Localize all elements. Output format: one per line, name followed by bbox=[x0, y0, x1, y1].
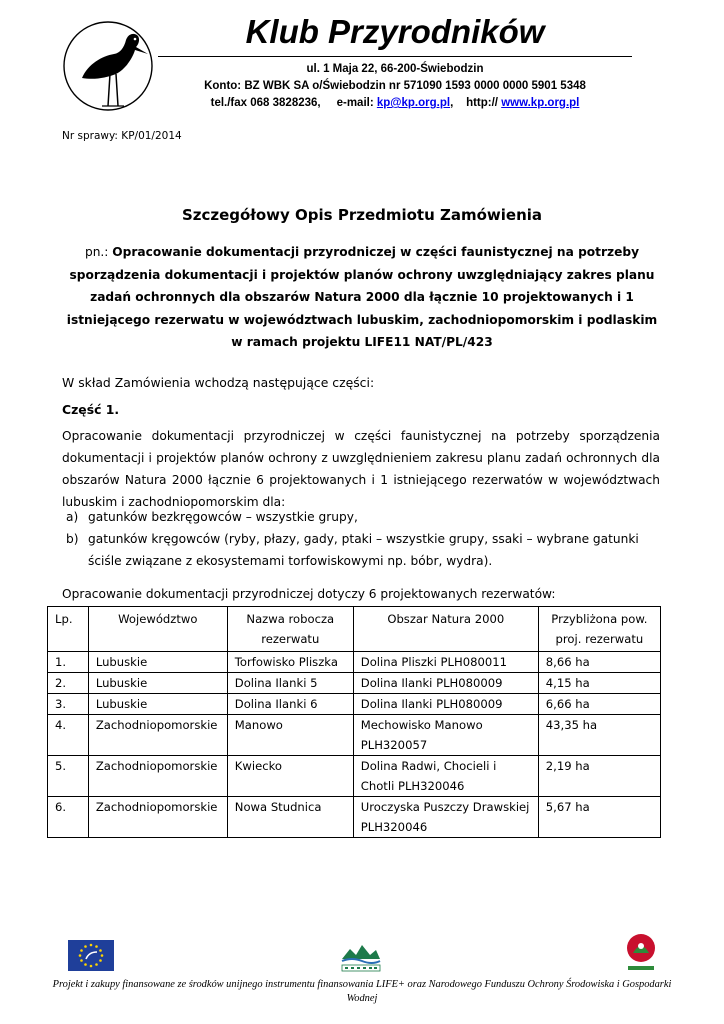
subject bbox=[62, 241, 662, 354]
table-row bbox=[48, 673, 661, 694]
header-obszar: Obszar Natura 2000 bbox=[353, 607, 538, 652]
cell-wojewodztwo: Lubuskie bbox=[88, 673, 227, 694]
table-row bbox=[48, 715, 661, 756]
bank-account: Konto: BZ WBK SA o/Świebodzin nr 571090 1593 0000 0000 5901 5348 bbox=[204, 80, 586, 92]
cell-obszar: Dolina Radwi, Chocieli i Chotli PLH320046 bbox=[353, 756, 538, 797]
email-link[interactable]: kp@kp.org.pl bbox=[376, 97, 451, 109]
club-address: ul. 1 Maja 22, 66-200-Świebodzin bbox=[306, 63, 484, 75]
nfosigw-logo bbox=[624, 933, 658, 973]
table-caption: Opracowanie dokumentacji przyrodniczej dotyczy 6 projektowanych rezerwatów: bbox=[62, 587, 556, 601]
cell-lp: 3. bbox=[48, 694, 89, 715]
cell-wojewodztwo: Lubuskie bbox=[88, 652, 227, 673]
header-divider bbox=[158, 56, 632, 57]
club-stork-logo bbox=[62, 20, 154, 112]
case-number: Nr sprawy: KP/01/2014 bbox=[62, 130, 182, 142]
cell-obszar: Dolina Pliszki PLH080011 bbox=[353, 652, 538, 673]
cell-powierzchnia: 6,66 ha bbox=[538, 694, 660, 715]
contact-line: tel./fax 068 3828236, e-mail: kp@kp.org.pl, http:// www.kp.org.pl bbox=[210, 97, 580, 109]
cell-lp: 1. bbox=[48, 652, 89, 673]
club-name: Klub Przyrodników bbox=[245, 13, 545, 50]
cell-nazwa: Torfowisko Pliszka bbox=[227, 652, 353, 673]
cell-obszar: Mechowisko Manowo PLH320057 bbox=[353, 715, 538, 756]
natura-2000-logo bbox=[340, 937, 382, 973]
subject-prefix: pn.: bbox=[84, 245, 113, 259]
eu-life-logo bbox=[68, 940, 114, 971]
cell-lp: 6. bbox=[48, 797, 89, 838]
list-marker: b) bbox=[66, 532, 79, 546]
header-nazwa: Nazwa robocza rezerwatu bbox=[227, 607, 353, 652]
website-link[interactable]: www.kp.org.pl bbox=[501, 97, 580, 109]
cell-powierzchnia: 2,19 ha bbox=[538, 756, 660, 797]
part-description: Opracowanie dokumentacji przyrodniczej w części faunistycznej na potrzeby sporządzenia dokumentacji i projektów planów ochrony z uwzględnieniem zakresu planu zadań ochronnych dla obszarów Natura 2000 łącznie 6 projektowanych i 1 istniejącego rezerwatów w województwach lubuskim i zachodniopomorskim dla: bbox=[62, 429, 660, 509]
email-label: e-mail: bbox=[336, 97, 374, 109]
header-wojewodztwo: Województwo bbox=[88, 607, 227, 652]
cell-wojewodztwo: Zachodniopomorskie bbox=[88, 715, 227, 756]
cell-nazwa: Manowo bbox=[227, 715, 353, 756]
cell-powierzchnia: 8,66 ha bbox=[538, 652, 660, 673]
table-row bbox=[48, 756, 661, 797]
part-title: Część 1. bbox=[62, 402, 120, 417]
header-lp: Lp. bbox=[48, 607, 89, 652]
table-row bbox=[48, 694, 661, 715]
list-item: gatunków kręgowców (ryby, płazy, gady, ptaki – wszystkie grupy, ssaki – wybrane gatunki ściśle związane z ekosystemami torfowiskowymi np. bóbr, wydra). bbox=[88, 532, 639, 568]
intro-text: W skład Zamówienia wchodzą następujące części: bbox=[62, 375, 375, 390]
www-label: http:// bbox=[466, 97, 498, 109]
cell-obszar: Uroczyska Puszczy Drawskiej PLH320046 bbox=[353, 797, 538, 838]
cell-obszar: Dolina Ilanki PLH080009 bbox=[353, 694, 538, 715]
cell-lp: 5. bbox=[48, 756, 89, 797]
cell-obszar: Dolina Ilanki PLH080009 bbox=[353, 673, 538, 694]
list-marker: a) bbox=[66, 510, 79, 524]
cell-wojewodztwo: Zachodniopomorskie bbox=[88, 797, 227, 838]
reserves-table bbox=[47, 606, 661, 838]
footer-funding-note: Projekt i zakupy finansowane ze środków unijnego instrumentu finansowania LIFE+ oraz Narodowego Funduszu Ochrony Środowiska i Gospodarki Wodnej bbox=[52, 979, 672, 1004]
table-row bbox=[48, 797, 661, 838]
cell-powierzchnia: 4,15 ha bbox=[538, 673, 660, 694]
table-header-row bbox=[48, 607, 661, 652]
list-item: gatunków bezkręgowców – wszystkie grupy, bbox=[88, 510, 358, 524]
cell-powierzchnia: 43,35 ha bbox=[538, 715, 660, 756]
table-row bbox=[48, 652, 661, 673]
cell-nazwa: Dolina Ilanki 6 bbox=[227, 694, 353, 715]
document-title: Szczegółowy Opis Przedmiotu Zamówienia bbox=[181, 206, 543, 224]
subject-text: Opracowanie dokumentacji przyrodniczej w części faunistycznej na potrzeby sporządzenia dokumentacji i projektów planów ochrony uwzględniający zakres planu zadań ochronnych dla obszarów Natura 2000 dla łącznie 10 projektowanych i 1 istniejącego rezerwatu w województwach lubuskim, zachodniopomorskim i podlaskim w ramach projektu LIFE11 NAT/PL/423 bbox=[66, 245, 658, 349]
cell-nazwa: Kwiecko bbox=[227, 756, 353, 797]
cell-wojewodztwo: Zachodniopomorskie bbox=[88, 756, 227, 797]
cell-wojewodztwo: Lubuskie bbox=[88, 694, 227, 715]
cell-lp: 2. bbox=[48, 673, 89, 694]
cell-nazwa: Dolina Ilanki 5 bbox=[227, 673, 353, 694]
phone: tel./fax 068 3828236, bbox=[210, 97, 321, 109]
header-powierzchnia: Przybliżona pow. proj. rezerwatu bbox=[538, 607, 660, 652]
cell-lp: 4. bbox=[48, 715, 89, 756]
cell-nazwa: Nowa Studnica bbox=[227, 797, 353, 838]
cell-powierzchnia: 5,67 ha bbox=[538, 797, 660, 838]
